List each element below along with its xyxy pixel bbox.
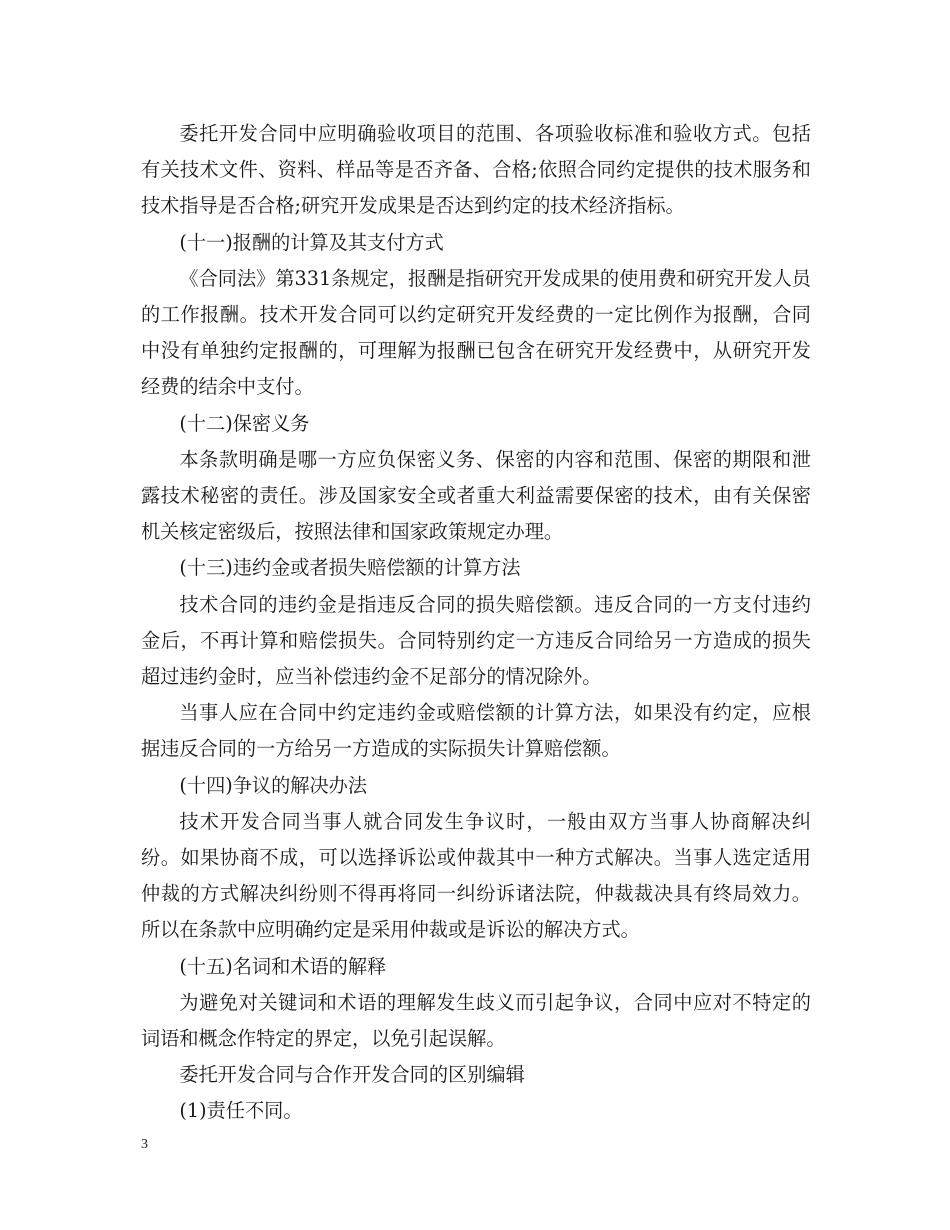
- heading-dispute: (十四)争议的解决办法: [179, 773, 368, 797]
- heading-responsibility: (1)责任不同。: [179, 1099, 303, 1123]
- paragraph-penalty-calculation: 当事人应在合同中约定违约金或赔偿额的计算方法，如果没有约定，应根据违反合同的一方给另一方造成的实际损失计算赔偿额。: [141, 701, 811, 761]
- paragraph-terminology: 为避免对关键词和术语的理解发生歧义而引起争议，合同中应对不特定的词语和概念作特定的界定，以免引起误解。: [141, 990, 811, 1051]
- paragraph-dispute: 技术开发合同当事人就合同发生争议时，一般由双方当事人协商解决纠纷。如果协商不成，可以选择诉讼或仲裁其中一种方式解决。当事人选定适用仲裁的方式解决纠纷则不得再将同一纠纷诉诸法院，仲裁裁决具有终局效力。所以在条款中应明确约定是采用仲裁或是诉讼的解决方式。: [141, 809, 811, 942]
- heading-terminology: (十五)名词和术语的解释: [179, 954, 387, 978]
- paragraph-penalty: 技术合同的违约金是指违反合同的损失赔偿额。违反合同的一方支付违约金后，不再计算和赔偿损失。合同特别约定一方违反合同给另一方造成的损失超过违约金时，应当补偿违约金不足部分的情况除外。: [141, 592, 811, 689]
- document-body: [141, 116, 811, 1130]
- paragraph-remuneration: 《合同法》第331条规定，报酬是指研究开发成果的使用费和研究开发人员的工作报酬。技术开发合同可以约定研究开发经费的一定比例作为报酬，合同中没有单独约定报酬的，可理解为报酬已包含在研究开发经费中，从研究开发经费的结余中支付。: [141, 266, 811, 399]
- heading-confidentiality: (十二)保密义务: [179, 411, 310, 435]
- paragraph-acceptance: 委托开发合同中应明确验收项目的范围、各项验收标准和验收方式。包括有关技术文件、资料、样品等是否齐备、合格;依照合同约定提供的技术服务和技术指导是否合格;研究开发成果是否达到约定的技术经济指标。: [141, 122, 811, 218]
- page-number: 3: [141, 1137, 148, 1152]
- heading-penalty: (十三)违约金或者损失赔偿额的计算方法: [179, 556, 521, 580]
- heading-contract-difference: 委托开发合同与合作开发合同的区别编辑: [179, 1063, 525, 1087]
- heading-remuneration: (十一)报酬的计算及其支付方式: [179, 230, 444, 254]
- paragraph-confidentiality: 本条款明确是哪一方应负保密义务、保密的内容和范围、保密的期限和泄露技术秘密的责任。涉及国家安全或者重大利益需要保密的技术，由有关保密机关核定密级后，按照法律和国家政策规定办理。: [141, 447, 811, 544]
